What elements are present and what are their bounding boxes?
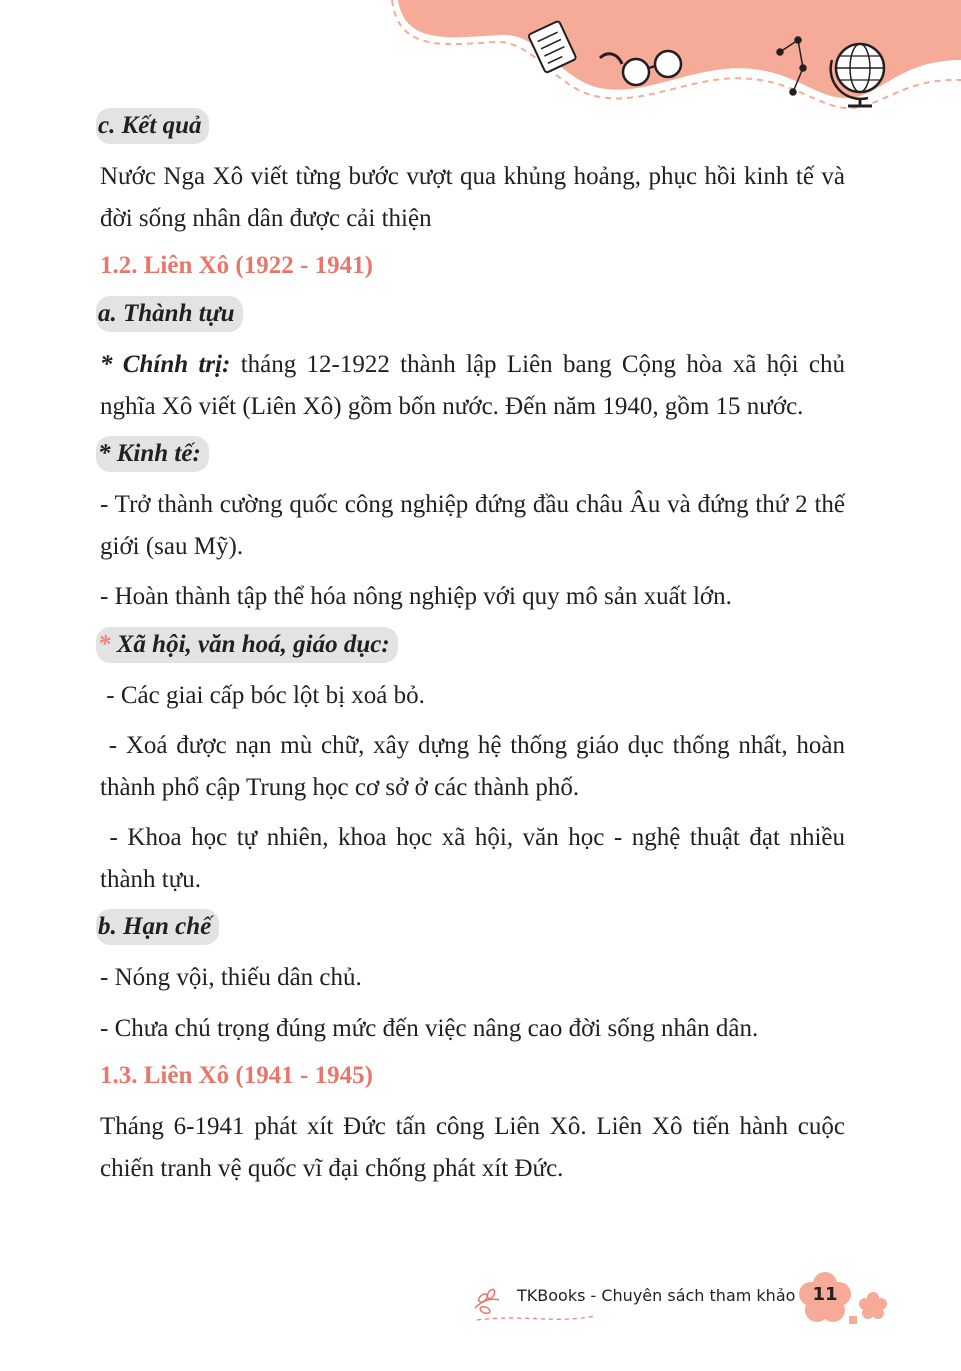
heading-xa-hoi-text: Xã hội, văn hoá, giáo dục: xyxy=(110,630,390,658)
section-1-3-title: 1.3. Liên Xô (1941 - 1945) xyxy=(100,1062,373,1089)
heading-xa-hoi xyxy=(96,627,398,663)
footer-publisher: TKBooks - Chuyên sách tham khảo xyxy=(517,1286,796,1305)
kinh-te-item-2: - Hoàn thành tập thể hóa nông nghiệp với quy mô sản xuất lớn. xyxy=(100,583,732,610)
heading-han-che: b. Hạn chế xyxy=(96,909,219,945)
chinh-tri-label: * Chính trị: xyxy=(100,351,231,378)
section-1-2-title: 1.2. Liên Xô (1922 - 1941) xyxy=(100,252,373,279)
chinh-tri-text: tháng 12-1922 thành lập Liên bang Cộng hòa xã hội chủ nghĩa Xô viết (Liên Xô) gồm bốn nước. Đến năm 1940, gồm 15 nước. xyxy=(100,351,845,420)
heading-kinh-te: * Kinh tế: xyxy=(96,436,209,472)
heading-ket-qua: c. Kết quả xyxy=(96,108,209,144)
heading-thanh-tuu: a. Thành tựu xyxy=(96,296,243,332)
footer-decoration xyxy=(465,1270,905,1340)
kinh-te-item-1: - Trở thành cường quốc công nghiệp đứng đầu châu Âu và đứng thứ 2 thế giới (sau Mỹ). xyxy=(100,491,845,560)
heading-a-row xyxy=(100,296,845,332)
paragraph-1-3: Tháng 6-1941 phát xít Đức tấn công Liên Xô. Liên Xô tiến hành cuộc chiến tranh vệ quốc vĩ đại chống phát xít Đức. xyxy=(100,1113,845,1182)
han-che-item-2: - Chưa chú trọng đúng mức đến việc nâng cao đời sống nhân dân. xyxy=(100,1014,759,1042)
heading-xa-hoi-row xyxy=(100,627,845,663)
han-che-item-1: - Nóng vội, thiếu dân chủ. xyxy=(100,964,362,991)
xa-hoi-item-1: - Các giai cấp bóc lột bị xoá bỏ. xyxy=(100,681,425,709)
xa-hoi-item-2: - Xoá được nạn mù chữ, xây dựng hệ thống giáo dục thống nhất, hoàn thành phổ cập Trung học cơ sở ở các thành phố. xyxy=(100,732,852,801)
paragraph-ket-qua: Nước Nga Xô viết từng bước vượt qua khủng hoảng, phục hồi kinh tế và đời sống nhân dân được cải thiện xyxy=(100,163,845,232)
page-number: 11 xyxy=(812,1284,838,1305)
page-footer xyxy=(465,1270,905,1340)
leaf-icon xyxy=(475,1288,499,1314)
red-asterisk: * xyxy=(98,630,111,658)
xa-hoi-item-3: - Khoa học tự nhiên, khoa học xã hội, văn học - nghệ thuật đạt nhiều thành tựu. xyxy=(100,824,852,893)
page-content xyxy=(98,108,852,1189)
heading-b-row xyxy=(100,909,845,945)
paragraph-chinh-tri xyxy=(100,344,845,427)
heading-c-row xyxy=(100,108,845,144)
top-decoration xyxy=(0,0,961,120)
heading-kinh-te-row xyxy=(100,436,845,472)
